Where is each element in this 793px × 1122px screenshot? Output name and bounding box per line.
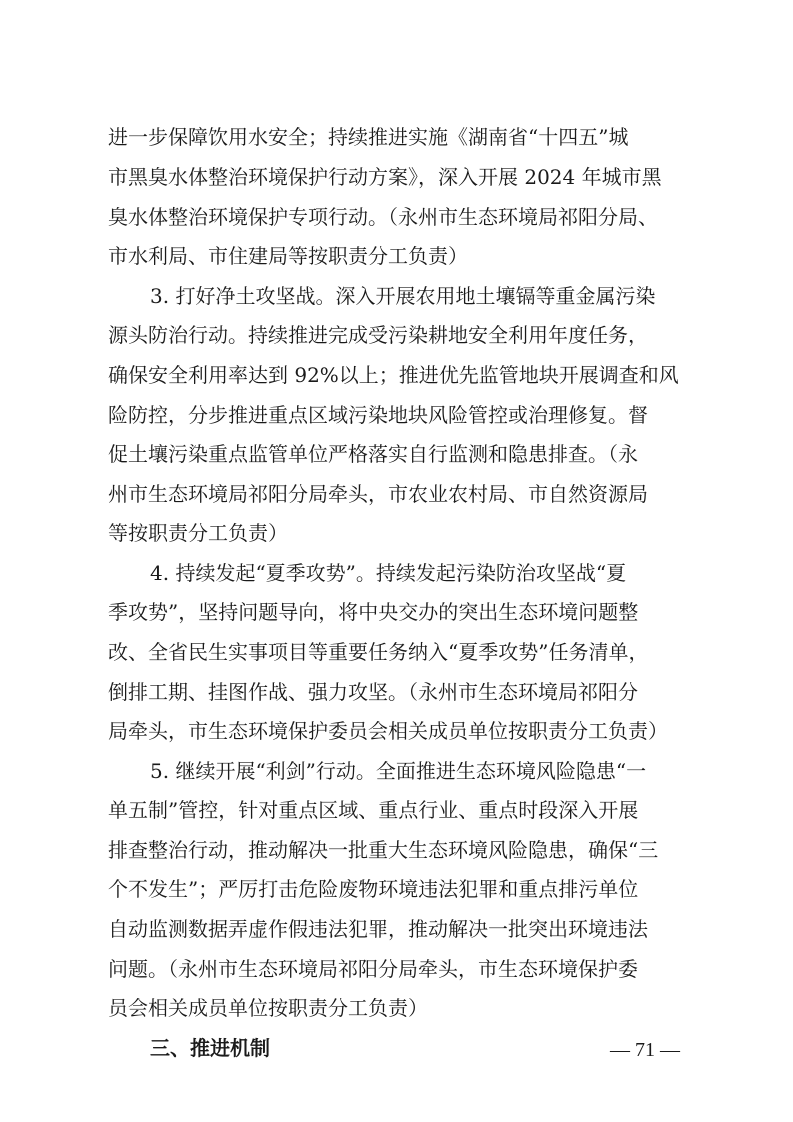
paragraph-start-line: 3. 打好净土攻坚战。深入开展农用地土壤镉等重金属污染 [150, 284, 656, 308]
text-line: 源头防治行动。持续推进完成受污染耕地安全利用年度任务， [108, 323, 648, 347]
text-line: 州市生态环境局祁阳分局牵头，市农业农村局、市自然资源局 [108, 482, 648, 506]
text-line: 自动监测数据弄虚作假违法犯罪，推动解决一批突出环境违法 [108, 917, 648, 941]
text-line: 市水利局、市住建局等按职责分工负责） [108, 244, 468, 268]
text-line: 改、全省民生实事项目等重要任务纳入“夏季攻势”任务清单， [108, 640, 649, 664]
text-line: 倒排工期、挂图作战、强力攻坚。（永州市生态环境局祁阳分 [108, 680, 638, 704]
text-line: 局牵头，市生态环境保护委员会相关成员单位按职责分工负责） [108, 719, 668, 743]
text-line: 市黑臭水体整治环境保护行动方案》，深入开展 2024 年城市黑 [108, 165, 662, 189]
text-line: 员会相关成员单位按职责分工负责） [108, 996, 428, 1020]
text-line: 单五制”管控，针对重点区域、重点行业、重点时段深入开展 [108, 798, 639, 822]
text-line: 进一步保障饮用水安全；持续推进实施《湖南省“十四五”城 [108, 125, 629, 149]
text-line: 促土壤污染重点监管单位严格落实自行监测和隐患排查。（永 [108, 442, 638, 466]
text-line: 个不发生”；严厉打击危险废物环境违法犯罪和重点排污单位 [108, 877, 639, 901]
section-heading: 三、推进机制 [150, 1036, 270, 1060]
text-line: 排查整治行动，推动解决一批重大生态环境风险隐患，确保“三 [108, 838, 659, 862]
text-line: 问题。（永州市生态环境局祁阳分局牵头，市生态环境保护委 [108, 957, 638, 981]
paragraph-start-line: 4. 持续发起“夏季攻势”。持续发起污染防治攻坚战“夏 [150, 561, 627, 585]
text-line: 险防控，分步推进重点区域污染地块风险管控或治理修复。督 [108, 403, 648, 427]
text-line: 确保安全利用率达到 92%以上；推进优先监管地块开展调查和风 [108, 363, 679, 387]
paragraph-start-line: 5. 继续开展“利剑”行动。全面推进生态环境风险隐患“一 [150, 759, 647, 783]
text-line: 臭水体整治环境保护专项行动。（永州市生态环境局祁阳分局、 [108, 205, 658, 229]
text-line: 等按职责分工负责） [108, 521, 288, 545]
text-line: 季攻势”，坚持问题导向，将中央交办的突出生态环境问题整 [108, 600, 639, 624]
page-number: — 71 — [610, 1039, 680, 1061]
